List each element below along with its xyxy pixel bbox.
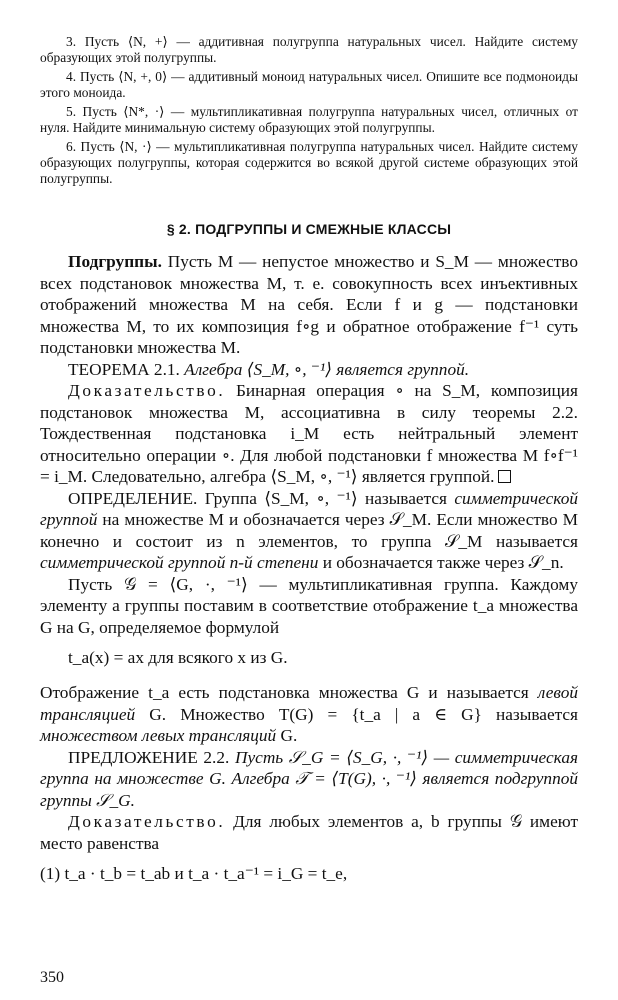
exercise-5: 5. Пусть ⟨N*, ·⟩ — мультипликативная полугруппа натуральных чисел, отличных от нуля. Найдите минимальную систему образующих этой полугруппы. [40, 104, 578, 135]
definition [40, 488, 578, 574]
definition-label: ОПРЕДЕЛЕНИЕ. [68, 488, 198, 508]
proof-1-label: Доказательство. [68, 381, 226, 400]
definition-term-2: симметрической группой n-й степени [40, 553, 319, 572]
theorem-statement: Алгебра ⟨S_M, ∘, ⁻¹⟩ является группой. [179, 359, 470, 379]
exercise-4: 4. Пусть ⟨N, +, 0⟩ — аддитивный моноид натуральных чисел. Опишите все подмоноиды этого моноида. [40, 69, 578, 100]
mapping-paragraph [40, 682, 578, 747]
theorem-2-1 [40, 359, 578, 381]
mapping-text-1: Отображение t_a есть подстановка множества G и называется [40, 683, 538, 702]
proof-2-text: Для любых элементов a, b группы 𝒢 имеют место равенства [40, 812, 578, 853]
page-number: 350 [40, 969, 64, 986]
proposition-statement: Пусть 𝒮_G = ⟨S_G, ·, ⁻¹⟩ — симметрическая группа на множестве G. Алгебра 𝒯 = ⟨T(G), ·, ⁻¹⟩ является подгруппой группы 𝒮_G. [40, 747, 578, 810]
proof-1 [40, 380, 578, 488]
mapping-text-3: G. [276, 726, 298, 745]
proposition-2-2 [40, 747, 578, 812]
proposition-label: ПРЕДЛОЖЕНИЕ 2.2. [68, 747, 230, 767]
exercise-6: 6. Пусть ⟨N, ·⟩ — мультипликативная полугруппа натуральных чисел. Найдите систему образующих полугруппы, которая содержится во всякой другой системе образующих этой полугруппы. [40, 139, 578, 186]
definition-text-2: на множестве M и обозначается через 𝒮_M. Если множество M конечно и состоит из n элементов, то группа 𝒮_M называется [40, 510, 578, 551]
mapping-term-1: левой трансляцией [40, 683, 578, 724]
subgroups-paragraph [40, 251, 578, 359]
subgroups-text: Пусть M — непустое множество и S_M — множество всех подстановок множества M, т. е. совокупность всех инъективных отображений множества M на себя. Если f и g — подстановки множества M, то их композиция f∘g и обратное отображение f⁻¹ суть подстановки множества M. [40, 252, 578, 357]
proof-1-text: Бинарная операция ∘ на S_M, композиция подстановок множества M, ассоциативна в силу теоремы 2.2. Тождественная подстановка i_M есть нейтральный элемент относительно операции ∘. Для любой подстановки f множества M f∘f⁻¹ = i_M. Следовательно, алгебра ⟨S_M, ∘, ⁻¹⟩ является группой. [40, 381, 578, 486]
section-heading: § 2. ПОДГРУППЫ И СМЕЖНЫЕ КЛАССЫ [166, 221, 452, 237]
mapping-term-2: множеством левых трансляций [40, 726, 277, 745]
formula-1: (1) t_a · t_b = t_ab и t_a · t_a⁻¹ = i_G = t_e, [40, 864, 348, 883]
proof-2-label: Доказательство. [68, 812, 226, 831]
definition-term-1: симметрической группой [40, 488, 578, 529]
proof-2 [40, 811, 578, 854]
subgroups-title: Подгруппы. [68, 252, 162, 271]
mapping-text-2: G. Множество T(G) = {t_a | a ∈ G} называется [135, 704, 578, 724]
theorem-label: ТЕОРЕМА 2.1. [68, 359, 180, 379]
formula-translation: t_a(x) = ax для всякого x из G. [68, 648, 288, 667]
definition-text-1: Группа ⟨S_M, ∘, ⁻¹⟩ называется [197, 488, 455, 508]
exercise-3: 3. Пусть ⟨N, +⟩ — аддитивная полугруппа натуральных чисел. Найдите систему образующих этой полугруппы. [40, 34, 578, 65]
qed-icon [498, 470, 511, 483]
translation-paragraph: Пусть 𝒢 = ⟨G, ·, ⁻¹⟩ — мультипликативная группа. Каждому элементу a группы поставим в соответствие отображение t_a множества G на G, определяемое формулой [40, 574, 578, 637]
definition-text-3: и обозначается также через 𝒮_n. [318, 553, 564, 572]
